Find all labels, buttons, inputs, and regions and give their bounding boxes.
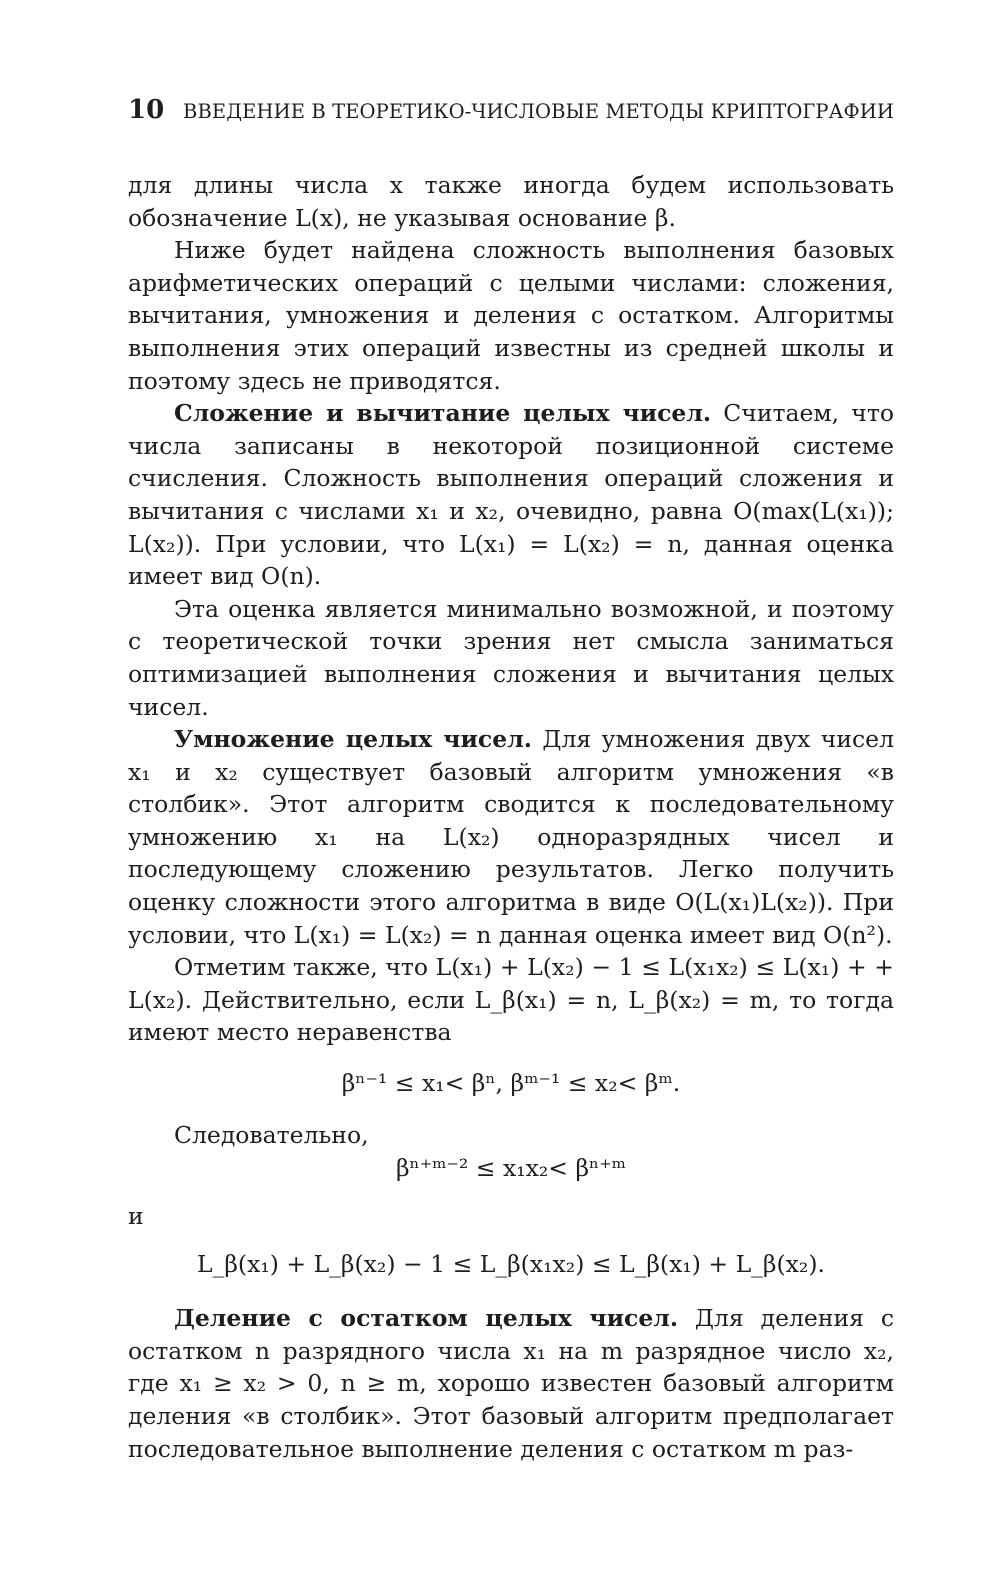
paragraph-multiplication-text: Для умножения двух чисел x₁ и x₂ существует базовый алгоритм умножения «в столбик». Этот алгоритм сводится к последовательному умножению x₁ на L(x₂) одноразрядных чисел и последующему сложению результатов. Легко получить оценку сложности этого алгоритма в виде O(L(x₁)L(x₂)). При условии, что L(x₁) = L(x₂) = n данная оценка имеет вид O(n²). [128, 725, 894, 949]
section-heading-multiplication: Умножение целых чисел. [174, 725, 532, 754]
equation-product-bounds: βⁿ⁺ᵐ⁻² ≤ x₁x₂< βⁿ⁺ᵐ [395, 1153, 627, 1182]
paragraph-length-bounds: Отметим также, что L(x₁) + L(x₂) − 1 ≤ L(x₁x₂) ≤ L(x₁) + + L(x₂). Действительно, если L_β(x₁) = n, L_β(x₂) = m, то тогда имеют место неравенства [128, 953, 894, 1047]
paragraph-addition [128, 397, 894, 593]
equation-power-bounds: βⁿ⁻¹ ≤ x₁< βⁿ, βᵐ⁻¹ ≤ x₂< βᵐ. [341, 1069, 681, 1098]
paragraph-multiplication [128, 723, 894, 951]
page-number: 10 [128, 95, 165, 125]
paragraph-addition-text: Считаем, что числа записаны в некоторой позиционной системе счисления. Сложность выполнения операций сложения и вычитания с числами x₁ и x₂, очевидно, равна O(max(L(x₁)); L(x₂)). При условии, что L(x₁) = L(x₂) = n, данная оценка имеет вид O(n). [128, 399, 894, 591]
paragraph-intro-complexity: Ниже будет найдена сложность выполнения базовых арифметических операций с целыми числами: сложения, вычитания, умножения и деления с остатком. Алгоритмы выполнения этих операций известны из средней школы и поэтому здесь не приводятся. [128, 236, 894, 395]
paragraph-division [128, 1302, 894, 1465]
paragraph-and: и [128, 1201, 144, 1230]
equation-length-inequality: L_β(x₁) + L_β(x₂) − 1 ≤ L_β(x₁x₂) ≤ L_β(x₁) + L_β(x₂). [196, 1250, 825, 1279]
running-title: ВВЕДЕНИЕ В ТЕОРЕТИКО-ЧИСЛОВЫЕ МЕТОДЫ КРИПТОГРАФИИ [183, 100, 894, 123]
paragraph-division-text: Для деления с остатком n разрядного числа x₁ на m разрядное число x₂, где x₁ ≥ x₂ > 0, n ≥ m, хорошо известен базовый алгоритм деления «в столбик». Этот базовый алгоритм предполагает последовательное выполнение деления с остатком m раз- [128, 1304, 894, 1463]
paragraph-length-notation: для длины числа x также иногда будем использовать обозначение L(x), не указывая основание β. [128, 171, 894, 232]
section-heading-division: Деление с остатком целых чисел. [174, 1304, 679, 1333]
page-header [128, 95, 894, 135]
paragraph-minimal-estimate: Эта оценка является минимально возможной, и поэтому с теоретической точки зрения нет смысла заниматься оптимизацией выполнения сложения и вычитания целых чисел. [128, 594, 894, 721]
paragraph-therefore: Следовательно, [174, 1121, 369, 1150]
page-body [128, 95, 894, 1465]
section-heading-addition: Сложение и вычитание целых чисел. [174, 399, 712, 428]
